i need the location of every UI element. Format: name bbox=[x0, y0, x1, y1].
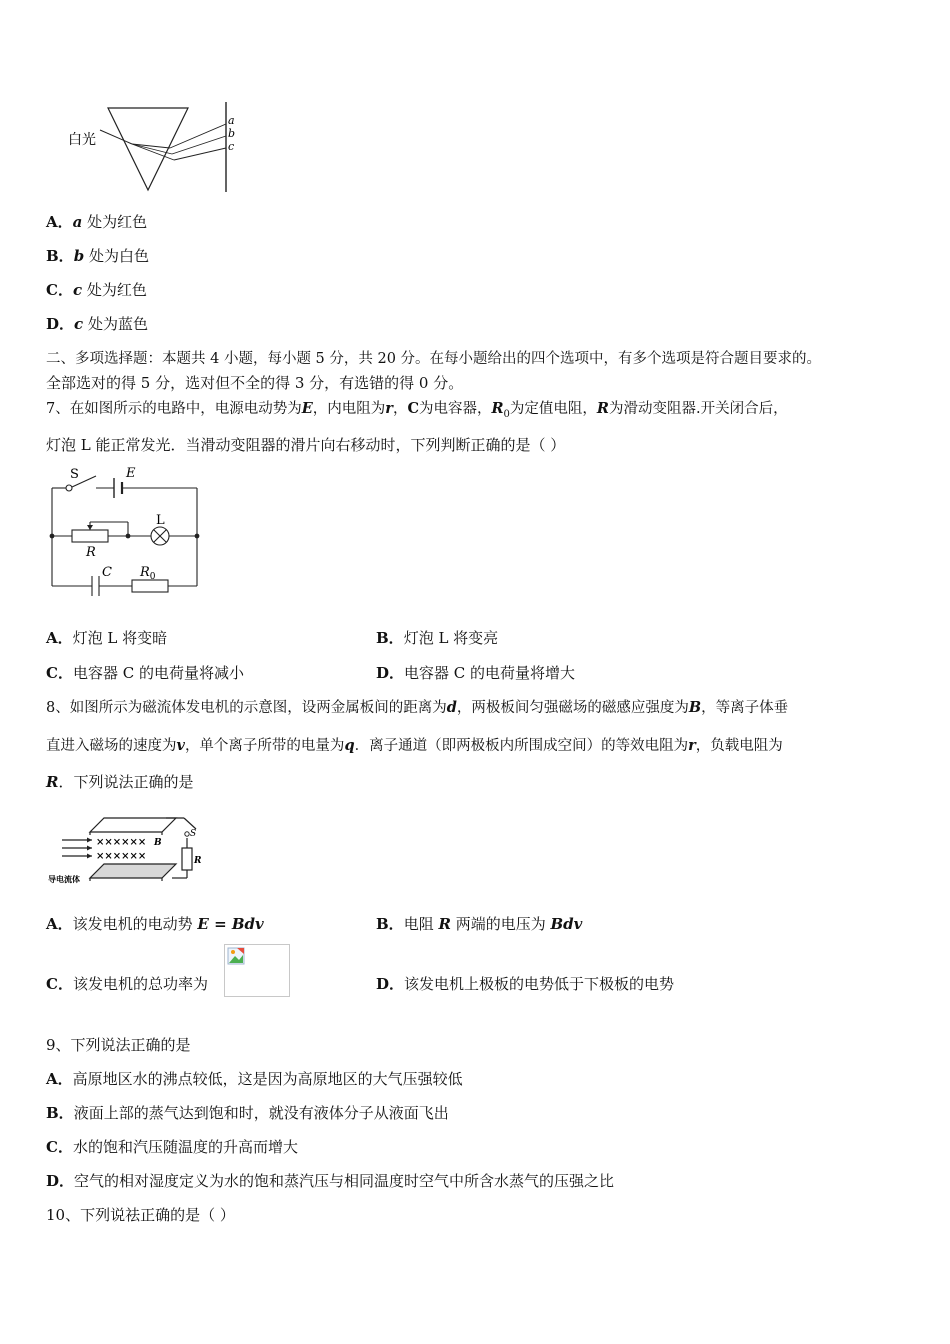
q8-option-a: A．该发电机的电动势 E = Bdv bbox=[46, 915, 264, 933]
q8-mhd-figure bbox=[44, 812, 214, 890]
q8-stem-line3: R．下列说法正确的是 bbox=[46, 773, 194, 791]
broken-formula-image bbox=[224, 944, 290, 997]
q7-stem-line2: 灯泡 L 能正常发光．当滑动变阻器的滑片向右移动时，下列判断正确的是（ ） bbox=[46, 436, 566, 454]
circuit-label-s: S bbox=[70, 467, 79, 482]
q9-option-a: A．高原地区水的沸点较低，这是因为高原地区的大气压强较低 bbox=[46, 1070, 463, 1088]
label-c: c bbox=[228, 140, 235, 153]
circuit-label-c: C bbox=[102, 565, 112, 580]
q9-option-b: B．液面上部的蒸气达到饱和时，就没有液体分子从液面飞出 bbox=[46, 1104, 449, 1122]
q6-option-b: B．b 处为白色 bbox=[46, 247, 149, 265]
white-light-label: 白光 bbox=[68, 132, 96, 148]
q6-option-d: D．c 处为蓝色 bbox=[46, 315, 148, 333]
label-b: b bbox=[228, 127, 236, 140]
ray-b bbox=[172, 136, 226, 154]
q6-option-c: C．c 处为红色 bbox=[46, 281, 147, 299]
q10-stem: 10、下列说祛正确的是（ ） bbox=[46, 1206, 235, 1224]
prism-figure bbox=[60, 100, 250, 196]
section2-line1: 二、多项选择题：本题共 4 小题，每小题 5 分，共 20 分。在每小题给出的四个选项中，有多个选项是符合题目要求的。 bbox=[46, 351, 822, 367]
mhd-crosses-row2: ×××××× bbox=[96, 851, 147, 862]
mhd-crosses-row1: ×××××× bbox=[96, 837, 147, 848]
q8-option-b: B．电阻 R 两端的电压为 Bdv bbox=[376, 915, 583, 933]
mhd-label-r: R bbox=[194, 856, 202, 866]
q8-stem-line1: 8、如图所示为磁流体发电机的示意图，设两金属板间的距离为d，两极板间匀强磁场的磁感应强度为B，等离子体垂 bbox=[46, 699, 789, 716]
prism-triangle bbox=[108, 108, 188, 190]
circuit-label-e: E bbox=[126, 466, 136, 481]
q7-option-b: B．灯泡 L 将变亮 bbox=[376, 629, 499, 647]
mhd-label-b: B bbox=[154, 838, 162, 848]
ray-inside-2 bbox=[132, 144, 172, 154]
q7-circuit-figure bbox=[44, 462, 210, 596]
circuit-label-r: R bbox=[86, 545, 96, 560]
mhd-label-fluid: 导电流体 bbox=[48, 874, 80, 884]
q6-option-a: A．a 处为红色 bbox=[46, 213, 148, 231]
incident-ray bbox=[100, 130, 132, 144]
label-a: a bbox=[228, 114, 235, 127]
q7-option-a: A．灯泡 L 将变暗 bbox=[46, 629, 168, 647]
circuit-label-l: L bbox=[156, 513, 165, 528]
image-placeholder-icon bbox=[227, 947, 247, 967]
q7-option-d: D．电容器 C 的电荷量将增大 bbox=[376, 664, 576, 682]
q7-stem-line1: 7、在如图所示的电路中，电源电动势为E，内电阻为r，C为电容器，$R_0$为定值电阻，R为滑动变阻器.开关闭合后， bbox=[46, 400, 788, 420]
q8-option-d: D．该发电机上极板的电势低于下极板的电势 bbox=[376, 975, 675, 993]
circuit-label-r0: $R_0$ bbox=[140, 565, 156, 582]
ray-c bbox=[174, 148, 226, 160]
q7-option-c: C．电容器 C 的电荷量将减小 bbox=[46, 664, 244, 682]
q9-option-c: C．水的饱和汽压随温度的升高而增大 bbox=[46, 1138, 298, 1156]
mhd-label-s: S bbox=[190, 829, 197, 839]
q8-stem-line2: 直进入磁场的速度为v，单个离子所带的电量为q．离子通道（即两极板内所围成空间）的等效电阻为r，负载电阻为 bbox=[46, 737, 783, 754]
section2-line2: 全部选对的得 5 分，选对但不全的得 3 分，有选错的得 0 分。 bbox=[46, 374, 464, 392]
q8-option-c: C．该发电机的总功率为 bbox=[46, 975, 208, 993]
q9-stem: 9、下列说法正确的是 bbox=[46, 1036, 191, 1054]
q9-option-d: D．空气的相对湿度定义为水的饱和蒸汽压与相同温度时空气中所含水蒸气的压强之比 bbox=[46, 1172, 615, 1190]
